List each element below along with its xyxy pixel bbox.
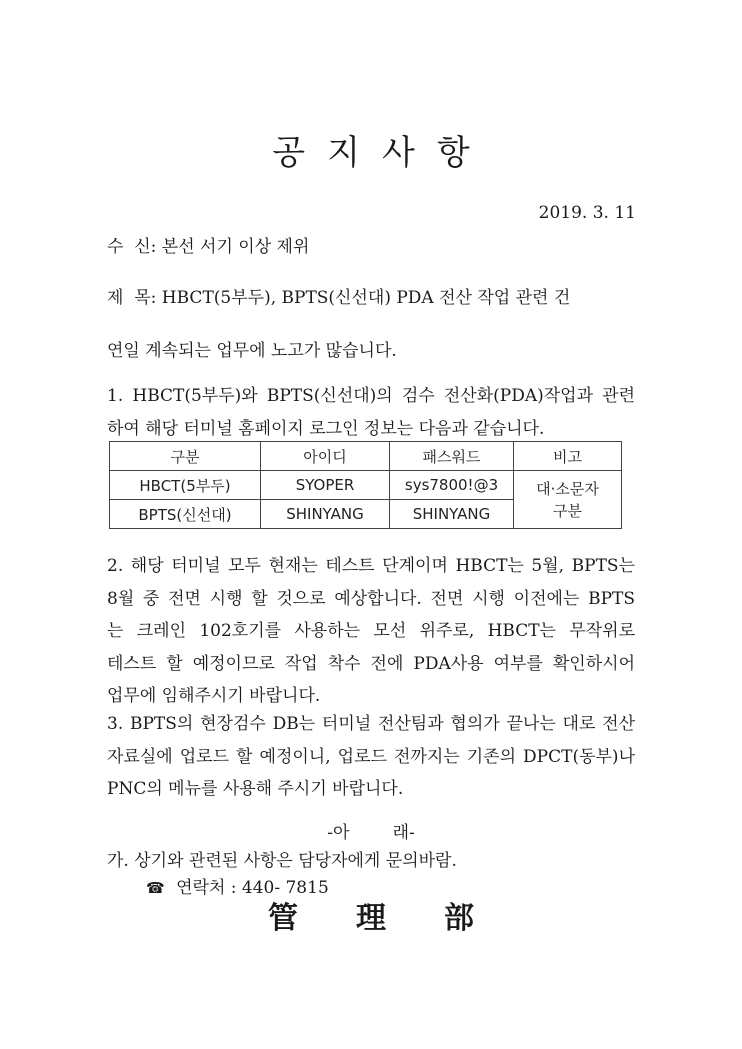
recipient-line (107, 232, 309, 257)
header-category: 구분 (110, 442, 261, 471)
greeting-text: 연일 계속되는 업무에 노고가 많습니다. (107, 341, 397, 361)
telephone-icon: ☎ (146, 879, 165, 897)
table-row (110, 471, 622, 500)
cell-id: SHINYANG (261, 500, 390, 529)
item-3-paragraph (107, 708, 635, 806)
recipient-label: 수 신: (107, 237, 157, 257)
cell-name: BPTS(신선대) (110, 500, 261, 529)
contact-note: 가. 상기와 관련된 사항은 담당자에게 문의바람. (107, 851, 457, 871)
cell-name: HBCT(5부두) (110, 471, 261, 500)
cell-id: SYOPER (261, 471, 390, 500)
note-line: 대·소문자 (536, 479, 599, 498)
item-2-paragraph (107, 550, 635, 713)
note-line: 구분 (553, 501, 582, 520)
item-1-paragraph (107, 380, 635, 445)
below-heading: -아 래- (327, 823, 415, 843)
cell-password: sys7800!@3 (390, 471, 514, 500)
header-id: 아이디 (261, 442, 390, 471)
subject-label: 제 목: (107, 288, 157, 308)
header-password: 패스워드 (390, 442, 514, 471)
item-3-line: 3. BPTS의 현장검수 DB는 터미널 전산팀과 협의가 끝나는 대로 전산 (107, 714, 635, 734)
recipient-value: 본선 서기 이상 제위 (161, 237, 310, 257)
cell-password: SHINYANG (390, 500, 514, 529)
notice-date: 2019. 3. 11 (538, 203, 636, 223)
login-info-table (109, 441, 622, 529)
item-2-line: 는 크레인 102호기를 사용하는 모선 위주로, HBCT는 무작위로 (107, 621, 635, 641)
cell-note (514, 471, 622, 529)
notice-title: 공지사항 (272, 133, 492, 173)
table-header-row (110, 442, 622, 471)
item-2-line: 업무에 임해주시기 바랍니다. (107, 686, 321, 706)
item-1-line: 하여 해당 터미널 홈페이지 로그인 정보는 다음과 같습니다. (107, 418, 545, 439)
subject-line (107, 283, 570, 308)
item-2-line: 2. 해당 터미널 모두 현재는 테스트 단계이며 HBCT는 5월, BPTS는 (107, 556, 635, 576)
item-2-line: 8월 중 전면 시행 할 것으로 예상합니다. 전면 시행 이전에는 BPTS (107, 588, 635, 609)
contact-text: 연락처 : 440- 7815 (176, 878, 329, 898)
header-note: 비고 (514, 442, 622, 471)
item-1-line: 1. HBCT(5부두)와 BPTS(신선대)의 검수 전산화(PDA)작업과 관련 (107, 386, 635, 406)
item-3-line: PNC의 메뉴를 사용해 주시기 바랍니다. (107, 779, 404, 799)
subject-value: HBCT(5부두), BPTS(신선대) PDA 전산 작업 관련 건 (161, 288, 571, 308)
department-name: 管理部 (268, 901, 532, 936)
item-2-line: 테스트 할 예정이므로 작업 착수 전에 PDA사용 여부를 확인하시어 (107, 653, 635, 674)
item-3-line: 자료실에 업로드 할 예정이니, 업로드 전까지는 기존의 DPCT(동부)나 (107, 746, 635, 767)
